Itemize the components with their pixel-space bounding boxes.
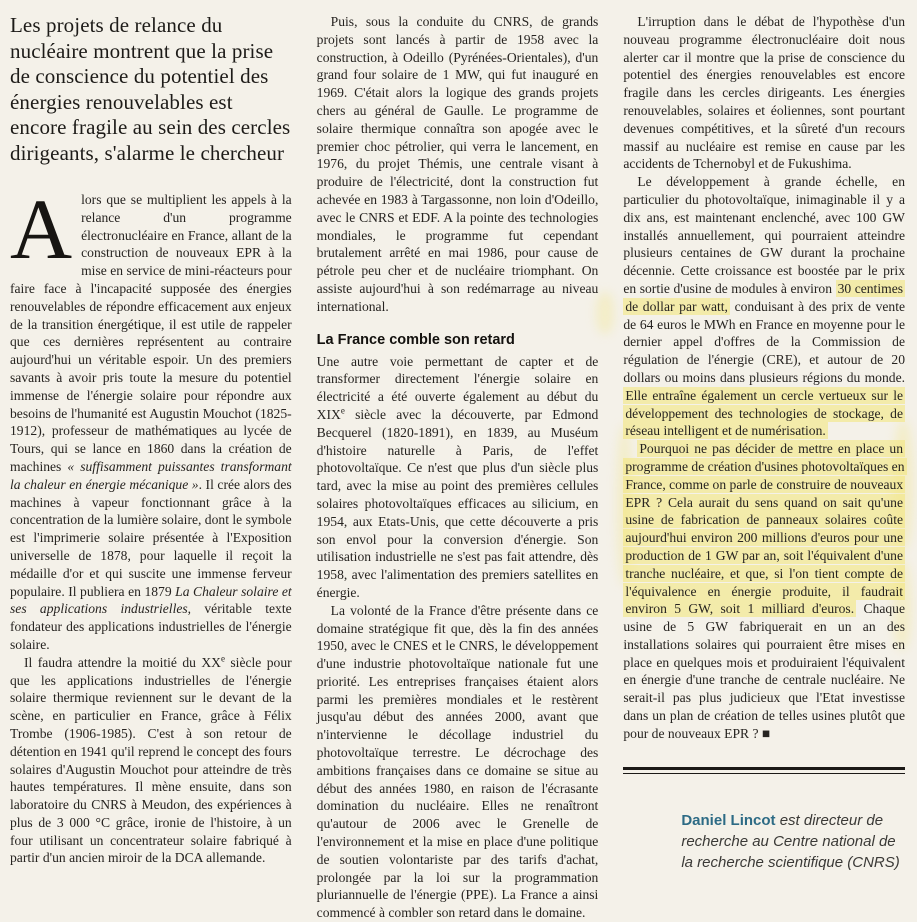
column-right-body	[623, 13, 905, 743]
paragraph: Puis, sous la conduite du CNRS, de grands projets sont lancés à partir de 1958 avec la construction, à Odeillo (Pyrénées-Orientales), d'un grand four solaire de 1 MW, qui fut inauguré en 1969. C'était alors la logique des grands projets chers au général de Gaulle. Le programme de solaire thermique connaîtra son apogée avec le premier choc pétrolier, qui verra le lancement, en 1976, du projet Thémis, une centrale visant à produire de l'électricité, dont la construction fut achevée en 1983 à Targassonne, non loin d'Odeillo, avec le CNRS et EDF. A la pointe des technologies mondiales, le programme fut cependant brutalement arrêté en mai 1986, pour cause de pétrole peu cher et de nucléaire triomphant. On assiste aujourd'hui à son redémarrage au niveau international.	[316, 14, 599, 314]
paragraph: Alors que se multiplient les appels à la relance d'un programme électronucléaire en France, allant de la construction de nouveaux EPR à la mise en service de mini-réacteurs pour faire face à l'incapacité supposée des énergies renouvelables de répondre efficacement aux enjeux de la transition énergétique, il est utile de rappeler que ces dernières représentent au contraire aujourd'hui un véritable espoir. Un des premiers savants à avoir pris toute la mesure du potentiel immense de l'énergie solaire pour répondre aux besoins de l'humanité est Augustin Mouchot (1825-1912), professeur de mathématiques au lycée de Tours, qui se lance en 1860 dans la création de machines « suffisamment puissantes transformant la chaleur en énergie mécanique ». Il crée alors des machines à vapeur fonctionnant grâce à la concentration de la lumière solaire, dont le symbole est l'imprimerie solaire présentée à l'Exposition universelle de 1878, pour laquelle il reçoit la médaille d'or et qui suscite une immense ferveur populaire. Il publiera en 1879 La Chaleur solaire et ses applications industrielles, véritable texte fondateur des applications industrielles de l'énergie solaire.	[10, 181, 292, 652]
column-left-body	[10, 181, 292, 867]
highlighter-smudge	[596, 292, 614, 334]
highlighted-text: Pourquoi ne pas décider de mettre en place un programme de création d'usines photovoltaïques en France, comme on parle de construire de nouveaux EPR ? Cela aurait du sens quand on sait qu'une usine de fabrication de panneaux solaires coûte aujourd'hui environ 200 millions d'euros pour une production de 1 GW par an, soit l'équivalent d'une tranche nucléaire, et que, si l'on tient compte de l'équivalence en énergie produite, il faudrait environ 5 GW, soit 1 milliard d'euros.	[625, 441, 905, 617]
author-name: Daniel Lincot	[681, 812, 776, 830]
highlighted-text: Elle entraîne également un cercle vertueux sur le développement des technologies de stockage, de réseau intelligent et de numérisation.	[625, 387, 904, 439]
drop-cap: A	[10, 181, 73, 277]
section-subhead: La France comble son retard	[316, 331, 515, 348]
author-role: est directeur de recherche au Centre national de la recherche scientifique (CNRS)	[681, 812, 900, 872]
standfirst: Les projets de relance du nucléaire montrent que la prise de conscience du potentiel des énergies renouvelables est encore fragile au sein des cercles dirigeants, s'alarme le chercheur	[10, 13, 291, 165]
highlighted-text: 30 centimes de dollar par watt,	[625, 280, 904, 314]
paragraph: Il faudra attendre la moitié du XXe siècle pour que les applications industrielles de l'énergie solaire thermique reviennent sur le devant de la scène, en particulier en France, grâce à Félix Trombe (1906-1985). C'est à son retour de détention en 1941 qu'il reprend le concept des fours solaires d'Augustin Mouchot pour atteindre de très hautes températures. Il mène ensuite, dans son laboratoire du CNRS à Meudon, des expériences à plus de 3 000 °C grâce, ironie de l'histoire, à un four utilisant un concentrateur solaire fabriqué à partir d'un ancien miroir de la DCA allemande.	[10, 653, 292, 866]
column-left	[10, 13, 292, 893]
paragraph: Pourquoi ne pas décider de mettre en place un programme de création d'usines photovoltaïques en France, comme on parle de construire de nouveaux EPR ? Cela aurait du sens quand on sait qu'une usine de fabrication de panneaux solaires coûte aujourd'hui environ 200 millions d'euros pour une production de 1 GW par an, soit l'équivalent d'une tranche nucléaire, et que, si l'on tient compte de l'équivalence en énergie produite, il faudrait environ 5 GW, soit 1 milliard d'euros. Chaque usine de 5 GW fabriquerait en un an des installations solaires qui pourraient être mises en place en quelques mois et produiraient l'équivalent en énergie d'une tranche de centrale nucléaire. Ne serait-il pas plus judicieux que l'Etat investisse dans un plan de création de telles usines plutôt que pour de nouveaux EPR ? ■	[623, 441, 906, 741]
paragraph: La volonté de la France d'être présente dans ce domaine stratégique fit que, dès la fin des années 1950, avec le CNES et le CNRS, le développement d'une industrie photovoltaïque nationale fut une priorité. Les entreprises françaises étaient alors parmi les premières mondiales et le restèrent jusqu'au début des années 2000, avant que n'intervienne le décollage industriel du photovoltaïque terrestre. Le décrochage des ambitions françaises dans ce domaine se situe au début des années 1980, en raison de l'écrasante domination du nucléaire. Elles ne renaîtront qu'autour de 2006 avec le Grenelle de l'environnement et la mise en place d'une politique de soutien volontariste par des tarifs d'achat, prolongée par la loi sur la programmation pluriannuelle de l'énergie (PPE). La France a ainsi commencé à combler son retard dans le domaine.	[316, 602, 599, 921]
divider-double-rule	[623, 767, 905, 775]
column-middle	[316, 13, 599, 921]
paragraph: Une autre voie permettant de capter et de transformer directement l'énergie solaire en électricité a été ouverte également au début du XIXe siècle avec la découverte, par Edmond Becquerel (1820-1891), en 1839, au Muséum d'histoire naturelle à Paris, de l'effet photovoltaïque. Ce n'est que plus d'un siècle plus tard, avec la mise au point des premières cellules solaires photovoltaïques efficaces au silicium, en 1954, aux Etats-Unis, que cette découverte a pris son envol pour la conversion d'énergie. Son utilisation industrielle ne s'est pas fait attendre, dès 1958, avec l'alimentation des premiers satellites en énergie.	[316, 353, 599, 600]
column-middle-body	[317, 13, 599, 922]
paragraph: L'irruption dans le débat de l'hypothèse d'un nouveau programme électronucléaire doit nous alerter car il montre que la prise de conscience du potentiel des énergies renouvelables est encore fragile dans les cercles dirigeants. Les énergies renouvelables, solaires et éoliennes, sont pourtant devenues compétitives, et la sûreté d'un recours massif au nucléaire est remise en cause par les accidents de Tchernobyl et de Fukushima.	[623, 14, 906, 172]
author-bio	[623, 810, 905, 873]
paragraph: Le développement à grande échelle, en particulier du photovoltaïque, inimaginable il y a dix ans, est maintenant enclenché, avec 100 GW installés annuellement, qui pourraient atteindre plusieurs centaines de GW durant la prochaine décennie. Cette croissance est boostée par le prix en sortie d'usine de modules à environ 30 centimes de dollar par watt, conduisant à des prix de vente de 64 euros le MWh en France en moyenne pour le dernier appel d'offres de la Commission de régulation de l'énergie (CRE), et autour de 20 dollars ou moins dans plusieurs régions du monde. Elle entraîne également un cercle vertueux sur le développement des technologies de stockage, de réseau intelligent et de numérisation.	[623, 174, 906, 439]
column-right	[623, 13, 905, 893]
